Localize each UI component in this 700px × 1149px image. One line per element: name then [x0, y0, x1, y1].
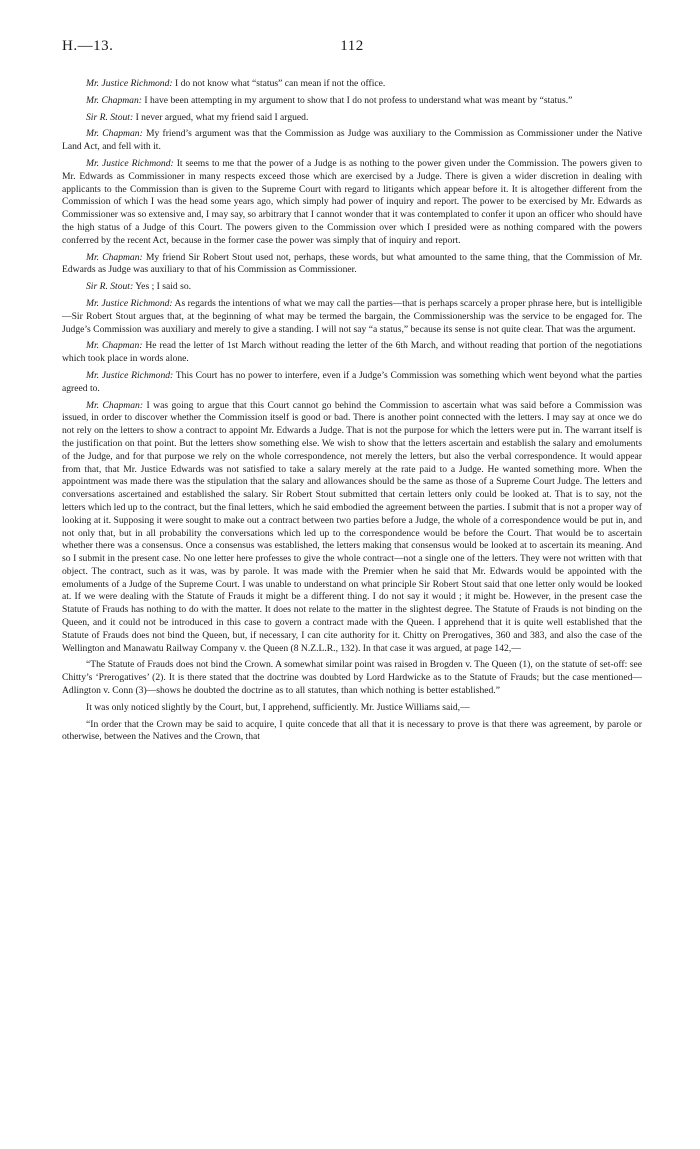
paragraph: [62, 95, 642, 108]
paragraph-text: I do not know what “status” can mean if not the office.: [172, 78, 386, 89]
paragraph: [62, 400, 642, 656]
paragraph: [62, 158, 642, 248]
parliamentary-paper-ref: H.—13.: [62, 38, 114, 54]
paragraph-text: I never argued, what my friend said I argued.: [133, 111, 309, 123]
quoted-passage: [62, 719, 642, 745]
page-body: [62, 78, 642, 748]
speaker: Mr. Justice Richmond:: [86, 369, 174, 381]
speaker: Sir R. Stout:: [86, 111, 134, 123]
speaker: Mr. Chapman:: [86, 251, 143, 263]
paragraph: [62, 252, 642, 278]
speaker: Mr. Chapman:: [86, 94, 142, 106]
paragraph-text: It was only noticed slightly by the Court, but, I apprehend, sufficiently. Mr. Justice Williams said,—: [86, 701, 470, 713]
paragraph-text: Yes ; I said so.: [133, 281, 192, 293]
paragraph: [62, 702, 642, 715]
paragraph-text: I was going to argue that this Court cannot go behind the Commission to ascertain what was said before a Commission was issued, in order to discover whether the Commission itself is good or bad. There is another point connected with the letters. I may say at once we do not rely on the letters to show a contract to appoint Mr. Edwards a Judge. That is not the purpose for which the letters were put in. The warrant itself is the justification on that point. But the letters show something else. We wish to show that the letters ascertain and establish the salary and emoluments of the Judge, and for that purpose we rely on the whole correspondence, not merely the letters, but also the verbal correspondence. It would appear from that, that Mr. Justice Edwards was not satisfied to take a salary merely at the rate paid to a Judge. He wanted something more. When the appointment was made there was the stipulation that the salary and allowances should be the same as those of a Supreme Court Judge. The letters and conversations ascertained and established the salary. Sir Robert Stout submitted that certain letters only could be looked at. That is to say, not the letters which led up to the contract, but the final letters, which he said embodied the agreement between the parties. I submit that is not a proper way of looking at it. Supposing it were sought to make out a contract between two parties before a Judge, the whole of a correspondence would be put in, and not only that, but in all probability the conversations which led up to the correspondence would be before the Court. That would be to ascertain whether there was a consensus. Once a consensus was established, the letters making that consensus would be looked at to ascertain its meaning. And so I submit in the present case. No one letter here professes to give the whole contract—not a single one of the letters. They were not written with that object. The contract, such as it was, was by parole. It was made with the Premier when he said that Mr. Edwards would be appointed with the emoluments of a Judge of the Supreme Court. I was unable to understand on what principle Sir Robert Stout said that one letter only would be looked at. If we were dealing with the Statute of Frauds it might be a different thing. I do not say it would ; it might be. However, in the present case the Statute of Frauds has nothing to do with the matter. It does not relate to the matter in the slightest degree. The Statute of Frauds is not binding on the Queen, and it could not be introduced in this case to govern a contract made with the Queen. I apprehend that it is quite well established that the Statute of Frauds does not bind the Queen, but, if necessary, I can cite authority for it. Chitty on Prerogatives, 360 and 383, and also the case of the Wellington and Manawatu Railway Company v. the Queen (8 N.Z.L.R., 132). In that case it was argued, at page 142,—: [62, 399, 643, 654]
paragraph-text: This Court has no power to interfere, even if a Judge’s Commission was something which went beyond what the parties agreed to.: [62, 369, 642, 394]
speaker: Mr. Justice Richmond:: [86, 297, 173, 309]
paragraph: [62, 370, 642, 396]
paragraph-text: As regards the intentions of what we may call the parties—that is perhaps scarcely a proper phrase here, but is intelligible—Sir Robert Stout argues that, at the beginning of what may be termed the bargain, the Commissionership was the service to be engaged for. The Judge’s Commission was auxiliary and merely to give a standing. I will not say “a status,” because its sense is not quite clear. That was the argument.: [62, 297, 642, 335]
speaker: Mr. Chapman:: [86, 128, 143, 140]
paragraph-text: I have been attempting in my argument to show that I do not profess to understand what was meant by “status.”: [141, 94, 573, 106]
paragraph-text: It seems to me that the power of a Judge is as nothing to the power given under the Commission. The powers given to Mr. Edwards as Commissioner in many respects exceed those which are exercised by a Judge. There is given a wider discretion in dealing with applicants to the Commission than is given to the Supreme Court with regard to litigants which appear before it. It is altogether different from the Commission of which I was the head some years ago, which simply had power of inquiry and report. The power to be exercised by Mr. Edwards as Commissioner was so extensive and, I may say, so arbitrary that I cannot wonder that it was contemplated to confer it upon an officer who should have the high status of a Judge of this Court. The powers given to the Commission over which I presided were as nothing compared with the powers conferred by the recent Act, because in the former case the power was simply that of inquiry and report.: [62, 157, 642, 246]
speaker: Mr. Justice Richmond:: [86, 157, 174, 169]
paragraph: [62, 340, 642, 366]
speaker: Mr. Justice Richmond:: [86, 78, 173, 89]
speaker: Mr. Chapman:: [86, 399, 144, 411]
paragraph-text: My friend Sir Robert Stout used not, perhaps, these words, but what amounted to the same thing, that the Commission of Mr. Edwards as Judge was auxiliary to that of his Commission as Commissioner.: [62, 251, 642, 276]
speaker: Sir R. Stout:: [86, 281, 134, 293]
paragraph: [62, 298, 642, 336]
page-header: [62, 38, 642, 62]
paragraph-text: My friend’s argument was that the Commission as Judge was auxiliary to the Commission as Commissioner under the Native Land Act, and fell with it.: [62, 128, 643, 153]
quoted-passage: [62, 659, 642, 697]
page-number: 112: [340, 38, 364, 54]
paragraph: [62, 281, 642, 294]
speaker: Mr. Chapman:: [86, 340, 143, 352]
paragraph: [62, 128, 642, 154]
paragraph: [62, 78, 642, 91]
paragraph-text: “In order that the Crown may be said to acquire, I quite concede that all that it is necessary to prove is that there was agreement, by parole or otherwise, between the Natives and the Crown, that: [62, 718, 642, 743]
paragraph: [62, 112, 642, 125]
paragraph-text: He read the letter of 1st March without reading the letter of the 6th March, and without reading that portion of the negotiations which took place in words alone.: [62, 340, 642, 365]
paragraph-text: “The Statute of Frauds does not bind the Crown. A somewhat similar point was raised in Brogden v. The Queen (1), on the statute of set-off: see Chitty’s ‘Prerogatives’ (2). It is there stated that the doctrine was doubted by Lord Hardwicke as to the Statute of Frauds; but the case mentioned—Adlington v. Conn (3)—shows he doubted the doctrine as to all statutes, than which nothing is better established.”: [62, 659, 642, 697]
